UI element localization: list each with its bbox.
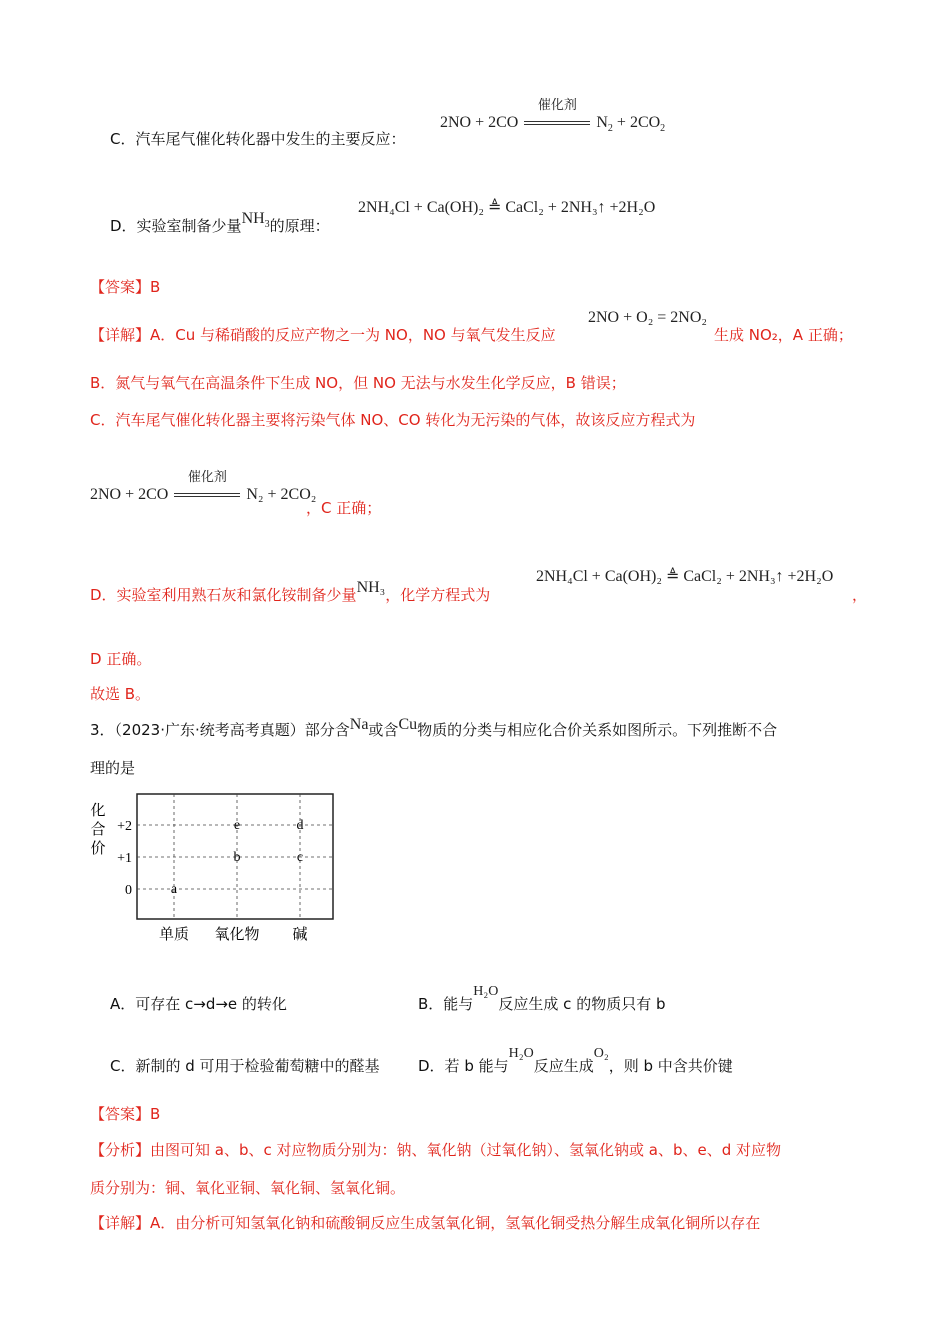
question-3-line2: 理的是	[90, 759, 136, 777]
y-axis-label-char: 化	[90, 803, 106, 819]
detail-1-d: D．实验室利用熟石灰和氯化铵制备少量NH₃，化学方程式为	[90, 579, 491, 604]
detail-3-line1: 【详解】A．由分析可知氢氧化钠和硫酸铜反应生成氢氧化铜，氢氧化铜受热分解生成氧化铜所以存在	[90, 1214, 761, 1232]
y-tick-label: 0	[125, 883, 132, 898]
y-tick-label: +1	[117, 851, 132, 866]
x-tick-label: 单质	[158, 927, 190, 943]
catalyst-label: 催化剂	[537, 98, 577, 113]
detail-1-b: B．氮气与氧气在高温条件下生成 NO，但 NO 无法与水发生化学反应，B 错误；	[90, 374, 626, 392]
detail-1-d-end: D 正确。	[90, 650, 152, 668]
point-b: b	[233, 850, 241, 865]
analysis-3-line2: 质分别为：铜、氧化亚铜、氧化铜、氢氧化铜。	[90, 1179, 406, 1197]
answer-1: 【答案】B	[90, 278, 161, 296]
option-3c: C．新制的 d 可用于检验葡萄糖中的醛基	[110, 1057, 380, 1075]
detail-1-c-equation: 2NO + 2CO 催化剂 N₂ + 2CO₂	[90, 486, 316, 504]
point-c: c	[296, 850, 304, 865]
option-c-equation: 2NO + 2CO 催化剂 $N_2 + 2CO_2$	[440, 114, 665, 134]
x-tick-label: 氧化物	[214, 927, 260, 943]
option-3b: B．能与H₂O反应生成 c 的物质只有 b	[418, 984, 666, 1013]
detail-1-conclusion: 故选 B。	[90, 685, 151, 703]
detail-1-a-post: 生成 NO₂，A 正确；	[714, 326, 853, 344]
chart-yticks	[117, 819, 132, 898]
point-d: d	[296, 818, 304, 833]
question-3-line1: 3．（2023·广东·统考高考真题）部分含Na或含Cu物质的分类与相应化合价关系如图所示。下列推断不合	[90, 716, 778, 739]
chart-ylabel	[90, 802, 105, 857]
y-axis-label-char: 合	[90, 822, 106, 838]
chart-xticks	[159, 925, 308, 943]
detail-1-a-equation: 2NO + O₂ = 2NO₂	[588, 309, 707, 326]
answer-3: 【答案】B	[90, 1105, 161, 1123]
y-tick-label: +2	[117, 819, 132, 834]
point-e: e	[233, 818, 241, 833]
detail-1-d-equation: 2NH₄Cl + Ca(OH)₂ ≜ CaCl₂ + 2NH₃↑ +2H₂O	[536, 568, 834, 585]
y-axis-label-char: 价	[90, 841, 106, 857]
x-tick-label: 碱	[292, 927, 308, 943]
detail-1-c: C．汽车尾气催化转化器主要将污染气体 NO、CO 转化为无污染的气体，故该反应方程式为	[90, 411, 696, 429]
option-d-equation: 2NH₄Cl + Ca(OH)₂ ≜ CaCl₂ + 2NH₃↑ +2H₂O	[358, 199, 656, 216]
detail-1-d-tail: ，	[852, 586, 868, 604]
option-d-text: D．实验室制备少量$NH_3$的原理：	[110, 210, 330, 235]
option-c-text: C．汽车尾气催化转化器中发生的主要反应：	[110, 130, 406, 148]
point-a: a	[170, 882, 178, 897]
option-3d: D．若 b 能与H₂O反应生成O₂，则 b 中含共价键	[418, 1046, 733, 1075]
option-3a: A．可存在 c→d→e 的转化	[110, 995, 287, 1013]
catalyst-label: 催化剂	[187, 470, 227, 485]
detail-1-c-post: ，C 正确；	[306, 499, 382, 517]
valence-chart	[82, 785, 352, 950]
detail-1-a: 【详解】A．Cu 与稀硝酸的反应产物之一为 NO，NO 与氧气发生反应	[90, 326, 556, 344]
analysis-3-line1: 【分析】由图可知 a、b、c 对应物质分别为：钠、氧化钠（过氧化钠）、氢氧化钠或 a、b、e、d 对应物	[90, 1141, 782, 1159]
